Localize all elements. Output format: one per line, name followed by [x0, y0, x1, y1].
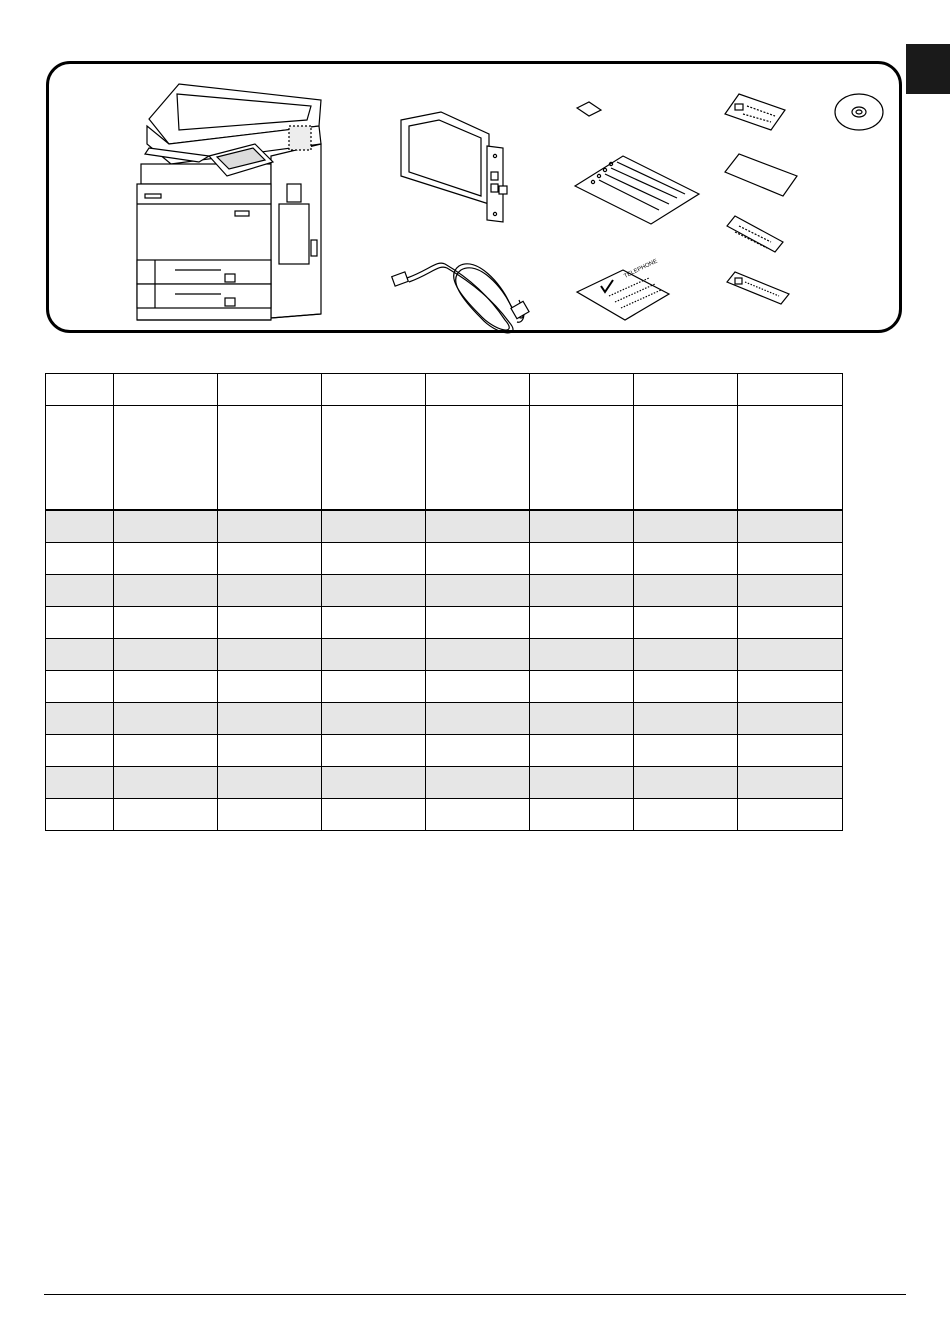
table-cell: [114, 799, 218, 831]
table-cell: [322, 607, 426, 639]
table-cell: [218, 671, 322, 703]
table-subheader-row: [46, 406, 843, 511]
table-cell: [114, 607, 218, 639]
table-cell: [46, 543, 114, 575]
label-sticker-2: [727, 216, 783, 252]
small-label-icon: [577, 102, 601, 116]
table-cell: [46, 799, 114, 831]
table-cell: [634, 639, 738, 671]
table-cell: [322, 703, 426, 735]
table-cell: [426, 703, 530, 735]
table-cell: [46, 406, 114, 511]
table-cell: [530, 735, 634, 767]
table-cell: [530, 575, 634, 607]
table-cell: [738, 607, 843, 639]
table-cell: [530, 639, 634, 671]
table-cell: [114, 510, 218, 543]
table-cell: [738, 575, 843, 607]
table-row: [46, 703, 843, 735]
table-cell: [426, 374, 530, 406]
table-cell: [46, 735, 114, 767]
table-row: [46, 510, 843, 543]
table-cell: [738, 735, 843, 767]
table-cell: [114, 735, 218, 767]
printer-illustration: [137, 84, 321, 320]
table-cell: [426, 767, 530, 799]
table-cell: [218, 374, 322, 406]
table-cell: [738, 510, 843, 543]
table-cell: [46, 767, 114, 799]
table-cell: [426, 543, 530, 575]
table-cell: [530, 543, 634, 575]
table-cell: [322, 671, 426, 703]
table-cell: [218, 703, 322, 735]
table-row: [46, 799, 843, 831]
table-cell: [426, 510, 530, 543]
table-cell: [322, 510, 426, 543]
table-cell: [530, 607, 634, 639]
table-cell: [634, 607, 738, 639]
table-cell: [426, 671, 530, 703]
table-cell: [634, 575, 738, 607]
table-cell: [738, 543, 843, 575]
table-cell: [426, 735, 530, 767]
table-row: [46, 607, 843, 639]
telephone-label-card: [577, 258, 669, 320]
table-cell: [46, 703, 114, 735]
table-cell: [46, 671, 114, 703]
table-cell: [530, 510, 634, 543]
table-cell: [530, 703, 634, 735]
table-cell: [322, 767, 426, 799]
table-cell: [114, 671, 218, 703]
table-cell: [218, 799, 322, 831]
table-cell: [634, 374, 738, 406]
table-cell: [46, 575, 114, 607]
table-cell: [634, 799, 738, 831]
table-cell: [114, 406, 218, 511]
table-cell: [634, 703, 738, 735]
table-row: [46, 575, 843, 607]
table-cell: [530, 767, 634, 799]
table-cell: [114, 767, 218, 799]
table-row: [46, 767, 843, 799]
telephone-cable-illustration: [392, 263, 529, 333]
table-cell: [738, 767, 843, 799]
table-cell: [322, 799, 426, 831]
table-cell: [322, 575, 426, 607]
table-cell: [218, 767, 322, 799]
table-cell: [218, 607, 322, 639]
table-cell: [530, 799, 634, 831]
table-cell: [738, 799, 843, 831]
package-contents-table: [45, 373, 843, 831]
table-cell: [322, 374, 426, 406]
table-cell: [426, 575, 530, 607]
table-cell: [738, 639, 843, 671]
table-row: [46, 543, 843, 575]
table-row: [46, 671, 843, 703]
table-cell: [322, 735, 426, 767]
table-cell: [218, 406, 322, 511]
table-row: [46, 639, 843, 671]
table-cell: [426, 799, 530, 831]
table-cell: [46, 510, 114, 543]
table-cell: [634, 406, 738, 511]
table-cell: [46, 639, 114, 671]
speed-dial-label-sheet: [575, 156, 699, 224]
table-cell: [218, 575, 322, 607]
table-cell: [218, 639, 322, 671]
table-cell: [634, 767, 738, 799]
table-cell: [114, 639, 218, 671]
table-header-row: [46, 374, 843, 406]
table-cell: [218, 735, 322, 767]
table-cell: [530, 406, 634, 511]
table-cell: [114, 374, 218, 406]
table-cell: [322, 639, 426, 671]
table-cell: [738, 703, 843, 735]
blank-label-sheet: [725, 154, 797, 196]
package-contents-panel: [46, 61, 902, 333]
section-tab: [906, 44, 950, 94]
table-cell: [426, 607, 530, 639]
fax-board-illustration: [401, 112, 507, 222]
table-cell: [738, 374, 843, 406]
telephone-card-label: TELEPHONE: [623, 258, 659, 280]
table-cell: [738, 406, 843, 511]
footer-rule: [44, 1294, 906, 1295]
table-cell: [322, 406, 426, 511]
table-cell: [218, 543, 322, 575]
table-cell: [634, 543, 738, 575]
label-sticker-3: [727, 272, 789, 304]
table-cell: [322, 543, 426, 575]
table-cell: [46, 607, 114, 639]
table-row: [46, 735, 843, 767]
table-cell: [114, 575, 218, 607]
table-cell: [218, 510, 322, 543]
table-cell: [114, 543, 218, 575]
cd-rom-icon: [835, 94, 883, 130]
table-cell: [634, 671, 738, 703]
table-cell: [114, 703, 218, 735]
table-cell: [426, 406, 530, 511]
table-cell: [426, 639, 530, 671]
label-sticker-1: [725, 94, 785, 130]
table-cell: [530, 671, 634, 703]
table-cell: [530, 374, 634, 406]
table-cell: [634, 735, 738, 767]
table-cell: [46, 374, 114, 406]
table-cell: [738, 671, 843, 703]
table-cell: [634, 510, 738, 543]
